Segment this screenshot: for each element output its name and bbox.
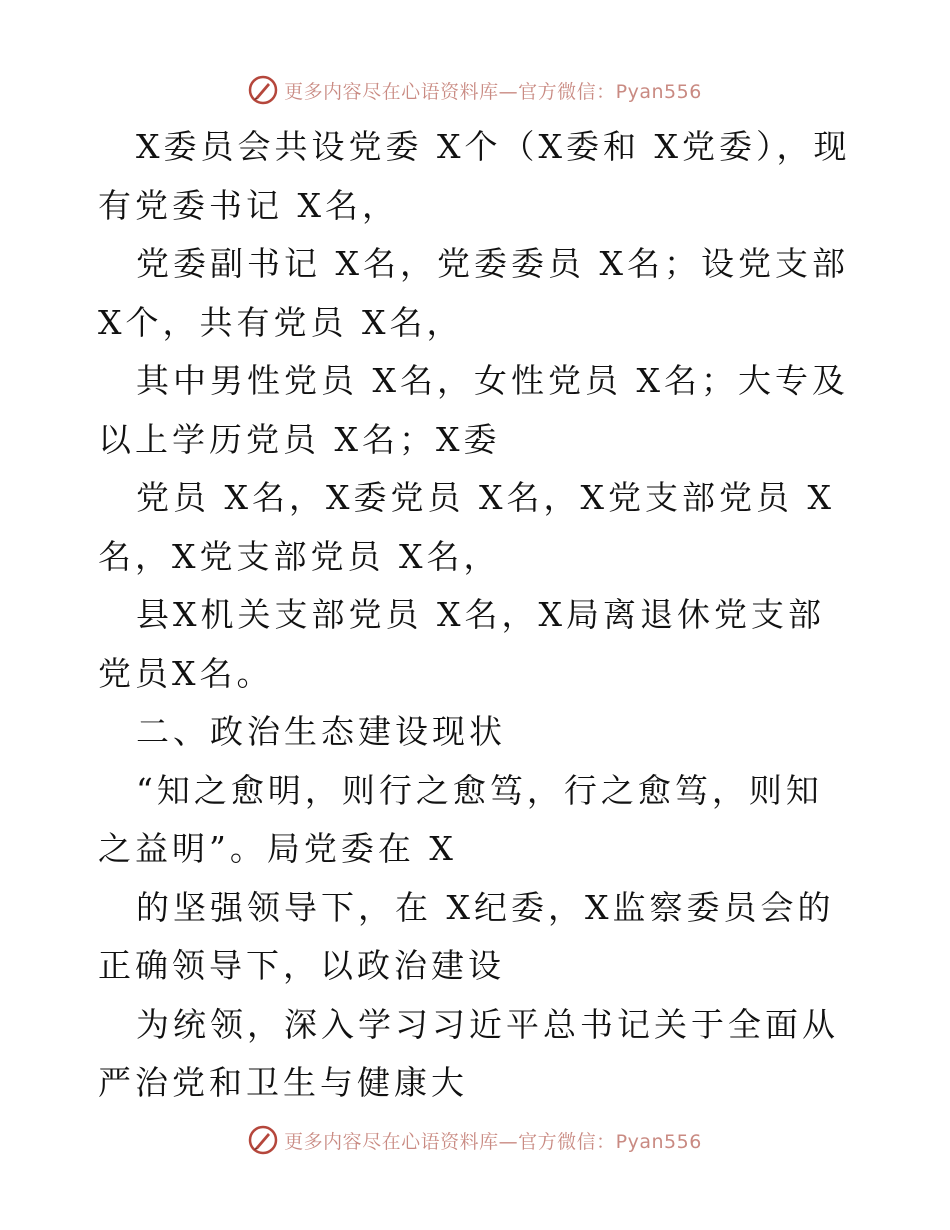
footer-watermark-banner (0, 1120, 950, 1160)
body-paragraph: “知之愈明，则行之愈笃，行之愈笃，则知之益明”。局党委在 X (98, 770, 823, 868)
body-paragraph: X委员会共设党委 X个（X委和 X党委），现有党委书记 X名， (98, 127, 851, 225)
quill-seal-icon (248, 1125, 278, 1155)
body-paragraph: 县X机关支部党员 X名，X局离退休党支部党员X名。 (98, 595, 825, 693)
body-paragraph: 其中男性党员 X名，女性党员 X名；大专及以上学历党员 X名；X委 (98, 361, 849, 459)
section-heading: 二、政治生态建设现状 (136, 712, 506, 751)
body-paragraph: 的坚强领导下，在 X纪委，X监察委员会的正确领导下，以政治建设 (98, 887, 835, 985)
body-paragraph: 为统领，深入学习习近平总书记关于全面从严治党和卫生与健康大 (98, 1004, 839, 1102)
quill-seal-icon (248, 75, 278, 105)
watermark-text: 更多内容尽在心语资料库—官方微信：Pyan556 (284, 1130, 702, 1153)
body-paragraph: 党委副书记 X名，党委委员 X名；设党支部 X个，共有党员 X名， (98, 244, 849, 342)
document-body (98, 118, 858, 1113)
watermark-text: 更多内容尽在心语资料库—官方微信：Pyan556 (284, 80, 702, 103)
header-watermark-banner (0, 70, 950, 110)
body-paragraph: 党员 X名，X委党员 X名，X党支部党员 X名，X党支部党员 X名， (98, 478, 835, 576)
